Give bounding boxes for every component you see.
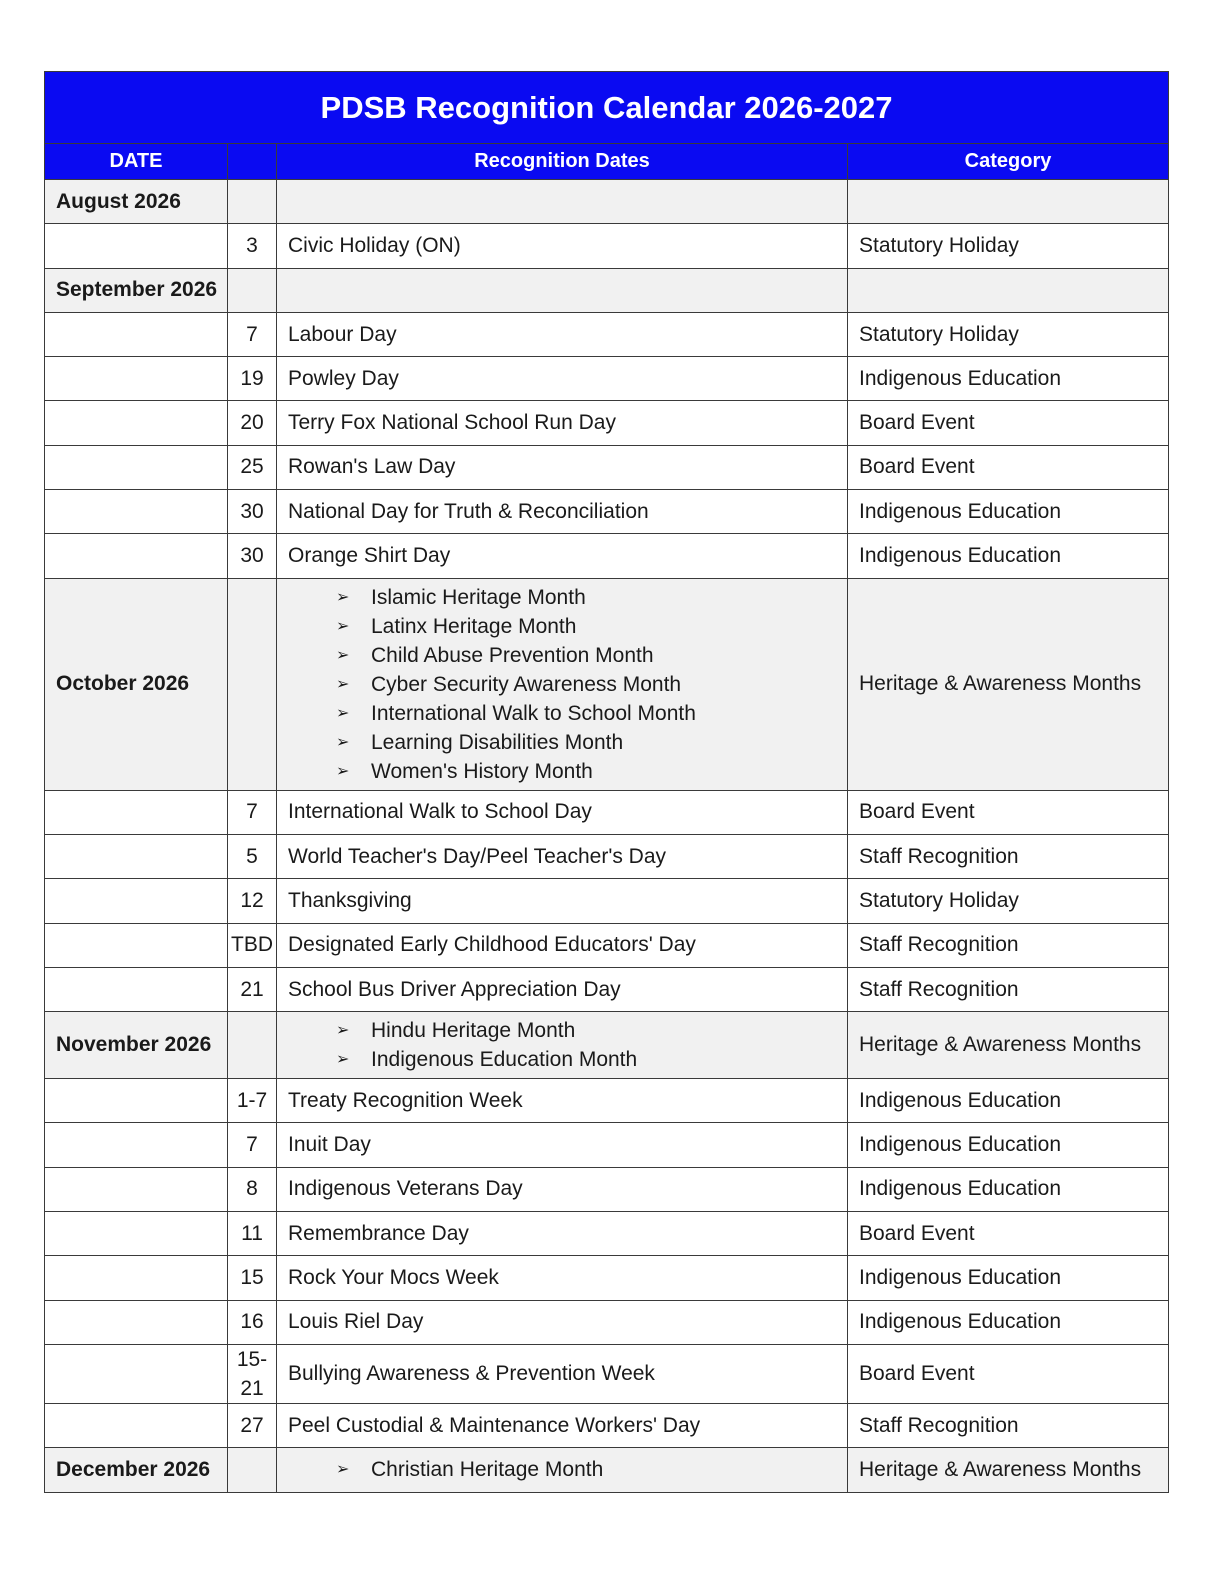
day-cell: 3 [228, 224, 277, 268]
heritage-month-list-cell [277, 1012, 848, 1079]
category-cell: Board Event [848, 790, 1169, 834]
day-cell: 5 [228, 834, 277, 878]
table-row [45, 490, 1169, 534]
recognition-name: Thanksgiving [277, 879, 848, 923]
recognition-name: Inuit Day [277, 1123, 848, 1167]
day-cell [228, 578, 277, 790]
list-item-label: Latinx Heritage Month [371, 614, 577, 638]
month-label [45, 967, 228, 1011]
category-cell: Statutory Holiday [848, 879, 1169, 923]
day-cell [228, 180, 277, 224]
month-label [45, 490, 228, 534]
list-item-label: Women's History Month [371, 759, 593, 783]
recognition-name: Treaty Recognition Week [277, 1079, 848, 1123]
category-cell [848, 180, 1169, 224]
recognition-name: Orange Shirt Day [277, 534, 848, 578]
month-row [45, 180, 1169, 224]
list-item [336, 1045, 847, 1074]
list-item-label: Child Abuse Prevention Month [371, 643, 654, 667]
heritage-month-list [288, 1455, 847, 1484]
list-item-label: Islamic Heritage Month [371, 585, 586, 609]
list-item [336, 699, 847, 728]
day-cell: 1-7 [228, 1079, 277, 1123]
category-cell: Staff Recognition [848, 1403, 1169, 1447]
table-row [45, 445, 1169, 489]
category-cell: Indigenous Education [848, 357, 1169, 401]
table-row [45, 1256, 1169, 1300]
arrow-bullet-icon: ➢ [336, 646, 350, 664]
table-row [45, 1212, 1169, 1256]
month-row [45, 268, 1169, 312]
recognition-name: Rowan's Law Day [277, 445, 848, 489]
day-cell-line: 21 [240, 1376, 264, 1400]
day-cell [228, 268, 277, 312]
month-label: October 2026 [45, 578, 228, 790]
month-label: August 2026 [45, 180, 228, 224]
table-row [45, 534, 1169, 578]
table-row [45, 1167, 1169, 1211]
list-item-label: International Walk to School Month [371, 701, 696, 725]
month-label: December 2026 [45, 1448, 228, 1492]
category-cell: Staff Recognition [848, 923, 1169, 967]
day-cell: 21 [228, 967, 277, 1011]
day-cell: 30 [228, 490, 277, 534]
recognition-name: Louis Riel Day [277, 1300, 848, 1344]
column-header-day [228, 144, 277, 180]
table-row [45, 879, 1169, 923]
category-cell [848, 268, 1169, 312]
list-item [336, 583, 847, 612]
day-cell: 7 [228, 312, 277, 356]
recognition-name: International Walk to School Day [277, 790, 848, 834]
list-item [336, 757, 847, 786]
list-item-label: Indigenous Education Month [371, 1048, 638, 1072]
day-cell: 7 [228, 790, 277, 834]
month-row [45, 578, 1169, 790]
arrow-bullet-icon: ➢ [336, 704, 350, 722]
recognition-name: Peel Custodial & Maintenance Workers' Day [277, 1403, 848, 1447]
category-cell: Statutory Holiday [848, 312, 1169, 356]
arrow-bullet-icon: ➢ [336, 1022, 350, 1040]
category-cell: Board Event [848, 1212, 1169, 1256]
category-cell: Heritage & Awareness Months [848, 578, 1169, 790]
month-label [45, 1256, 228, 1300]
category-cell: Indigenous Education [848, 1123, 1169, 1167]
arrow-bullet-icon: ➢ [336, 1051, 350, 1069]
category-cell: Staff Recognition [848, 834, 1169, 878]
day-cell: 7 [228, 1123, 277, 1167]
list-item [336, 1455, 847, 1484]
heritage-month-list [288, 583, 847, 786]
day-cell: 20 [228, 401, 277, 445]
list-item [336, 728, 847, 757]
category-cell: Indigenous Education [848, 1256, 1169, 1300]
heritage-month-list [288, 1016, 847, 1074]
recognition-name: Indigenous Veterans Day [277, 1167, 848, 1211]
category-cell: Heritage & Awareness Months [848, 1448, 1169, 1492]
arrow-bullet-icon: ➢ [336, 675, 350, 693]
recognition-name: World Teacher's Day/Peel Teacher's Day [277, 834, 848, 878]
day-cell [228, 1448, 277, 1492]
list-item [336, 670, 847, 699]
list-item [336, 641, 847, 670]
list-item-label: Cyber Security Awareness Month [371, 672, 682, 696]
day-cell: 11 [228, 1212, 277, 1256]
list-item-label: Learning Disabilities Month [371, 730, 624, 754]
day-cell: 12 [228, 879, 277, 923]
category-cell: Indigenous Education [848, 1167, 1169, 1211]
recognition-name: Labour Day [277, 312, 848, 356]
recognition-name: Powley Day [277, 357, 848, 401]
day-cell [228, 1344, 277, 1403]
month-label [45, 1123, 228, 1167]
recognition-calendar-table [44, 71, 1169, 1493]
arrow-bullet-icon: ➢ [336, 1461, 350, 1479]
month-label [45, 1403, 228, 1447]
table-row [45, 312, 1169, 356]
arrow-bullet-icon: ➢ [336, 617, 350, 635]
recognition-name: Designated Early Childhood Educators' Day [277, 923, 848, 967]
arrow-bullet-icon: ➢ [336, 588, 350, 606]
month-label [45, 445, 228, 489]
day-cell: 30 [228, 534, 277, 578]
category-cell: Indigenous Education [848, 1300, 1169, 1344]
month-row [45, 1448, 1169, 1492]
day-cell: 27 [228, 1403, 277, 1447]
month-label: November 2026 [45, 1012, 228, 1079]
category-cell: Board Event [848, 1344, 1169, 1403]
recognition-name: Terry Fox National School Run Day [277, 401, 848, 445]
heritage-month-list-cell [277, 578, 848, 790]
arrow-bullet-icon: ➢ [336, 762, 350, 780]
category-cell: Staff Recognition [848, 967, 1169, 1011]
day-cell: 16 [228, 1300, 277, 1344]
category-cell: Indigenous Education [848, 534, 1169, 578]
table-row [45, 224, 1169, 268]
day-cell: 8 [228, 1167, 277, 1211]
calendar-title: PDSB Recognition Calendar 2026-2027 [45, 72, 1169, 144]
recognition-name: Remembrance Day [277, 1212, 848, 1256]
day-cell: TBD [228, 923, 277, 967]
recognition-name: Civic Holiday (ON) [277, 224, 848, 268]
recognition-name: School Bus Driver Appreciation Day [277, 967, 848, 1011]
heritage-month-list-cell [277, 1448, 848, 1492]
table-row [45, 834, 1169, 878]
month-label [45, 312, 228, 356]
month-label [45, 1300, 228, 1344]
month-row [45, 1012, 1169, 1079]
category-cell: Heritage & Awareness Months [848, 1012, 1169, 1079]
list-item [336, 612, 847, 641]
day-cell: 25 [228, 445, 277, 489]
table-row [45, 1079, 1169, 1123]
month-label [45, 357, 228, 401]
list-item [336, 1016, 847, 1045]
month-label [45, 534, 228, 578]
month-label [45, 1344, 228, 1403]
month-label [45, 224, 228, 268]
day-cell: 15 [228, 1256, 277, 1300]
table-row [45, 1344, 1169, 1403]
month-label [45, 834, 228, 878]
table-row [45, 967, 1169, 1011]
column-header-date: DATE [45, 144, 228, 180]
month-label [45, 1167, 228, 1211]
column-header-recognition-dates: Recognition Dates [277, 144, 848, 180]
month-label: September 2026 [45, 268, 228, 312]
month-label [45, 923, 228, 967]
table-row [45, 1123, 1169, 1167]
table-row [45, 357, 1169, 401]
list-item-label: Christian Heritage Month [371, 1458, 604, 1482]
table-row [45, 1300, 1169, 1344]
recognition-name [277, 180, 848, 224]
category-cell: Indigenous Education [848, 1079, 1169, 1123]
day-cell: 19 [228, 357, 277, 401]
recognition-name: National Day for Truth & Reconciliation [277, 490, 848, 534]
column-header-row [45, 144, 1169, 180]
list-item-label: Hindu Heritage Month [371, 1019, 576, 1043]
month-label [45, 1212, 228, 1256]
category-cell: Statutory Holiday [848, 224, 1169, 268]
month-label [45, 401, 228, 445]
category-cell: Board Event [848, 401, 1169, 445]
table-row [45, 923, 1169, 967]
column-header-category: Category [848, 144, 1169, 180]
day-cell [228, 1012, 277, 1079]
table-row [45, 1403, 1169, 1447]
month-label [45, 879, 228, 923]
recognition-name [277, 268, 848, 312]
recognition-name: Bullying Awareness & Prevention Week [277, 1344, 848, 1403]
category-cell: Board Event [848, 445, 1169, 489]
category-cell: Indigenous Education [848, 490, 1169, 534]
month-label [45, 790, 228, 834]
table-row [45, 790, 1169, 834]
day-cell-line: 15- [236, 1347, 268, 1371]
table-row [45, 401, 1169, 445]
recognition-name: Rock Your Mocs Week [277, 1256, 848, 1300]
month-label [45, 1079, 228, 1123]
arrow-bullet-icon: ➢ [336, 733, 350, 751]
